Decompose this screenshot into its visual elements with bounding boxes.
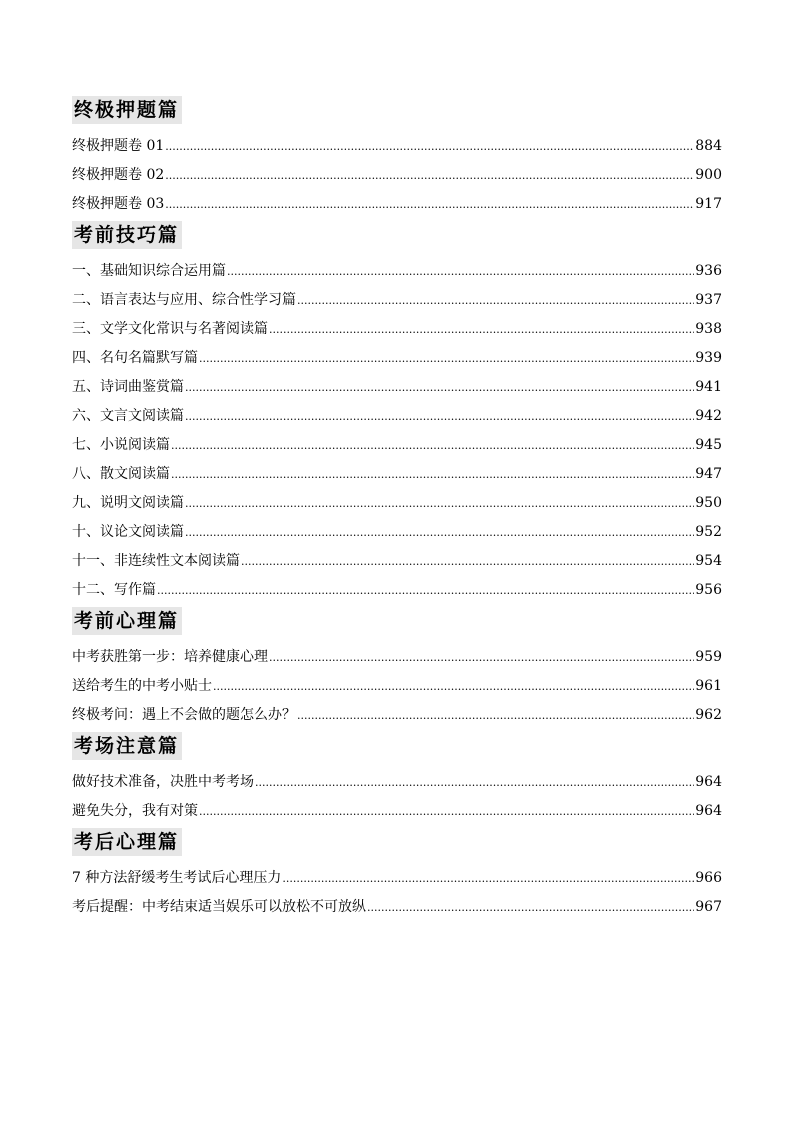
toc-entry-page-number: 962: [695, 707, 722, 723]
toc-entry[interactable]: [72, 768, 722, 797]
toc-entry-title: 终极押题卷 03: [72, 196, 165, 212]
toc-entry-list: [72, 132, 722, 219]
toc-entry[interactable]: [72, 489, 722, 518]
toc-entry-title: 七、小说阅读篇: [72, 437, 170, 453]
toc-entry-page-number: 964: [695, 774, 722, 790]
dot-leader: [227, 257, 694, 286]
toc-entry[interactable]: [72, 161, 722, 190]
toc-entry[interactable]: [72, 576, 722, 605]
dot-leader: [171, 431, 694, 460]
toc-entry-page-number: 964: [695, 803, 722, 819]
dot-leader: [165, 132, 694, 161]
toc-entry[interactable]: [72, 315, 722, 344]
toc-entry[interactable]: [72, 672, 722, 701]
dot-leader: [255, 768, 694, 797]
toc-entry-title: 六、文言文阅读篇: [72, 408, 184, 424]
toc-entry[interactable]: [72, 257, 722, 286]
dot-leader: [165, 190, 694, 219]
toc-entry[interactable]: [72, 286, 722, 315]
toc-entry[interactable]: [72, 701, 722, 730]
dot-leader: [199, 797, 694, 826]
dot-leader: [185, 402, 694, 431]
toc-entry[interactable]: [72, 402, 722, 431]
toc-entry-title: 中考获胜第一步：培养健康心理: [72, 649, 268, 665]
toc-entry-title: 三、文学文化常识与名著阅读篇: [72, 321, 268, 337]
toc-entry-list: [72, 643, 722, 730]
toc-entry[interactable]: [72, 344, 722, 373]
dot-leader: [213, 672, 694, 701]
dot-leader: [282, 864, 694, 893]
toc-entry-title: 四、名句名篇默写篇: [72, 350, 198, 366]
toc-entry-page-number: 956: [695, 582, 722, 598]
toc-entry-title: 终极押题卷 02: [72, 167, 165, 183]
toc-entry[interactable]: [72, 864, 722, 893]
toc-entry[interactable]: [72, 431, 722, 460]
dot-leader: [269, 643, 694, 672]
dot-leader: [185, 518, 694, 547]
toc-entry-title: 7 种方法舒缓考生考试后心理压力: [72, 870, 282, 886]
toc-entry-page-number: 954: [695, 553, 722, 569]
toc-entry[interactable]: [72, 893, 722, 922]
toc-entry[interactable]: [72, 547, 722, 576]
toc-entry-page-number: 942: [695, 408, 722, 424]
dot-leader: [241, 547, 694, 576]
toc-entry-title: 五、诗词曲鉴赏篇: [72, 379, 184, 395]
dot-leader: [297, 286, 694, 315]
toc-entry-page-number: 967: [695, 899, 722, 915]
toc-section: [72, 828, 722, 922]
toc-entry-title: 做好技术准备，决胜中考考场: [72, 774, 254, 790]
dot-leader: [297, 701, 694, 730]
toc-entry-page-number: 937: [695, 292, 722, 308]
toc-entry-page-number: 936: [695, 263, 722, 279]
toc-section: [72, 96, 722, 219]
toc-entry-list: [72, 257, 722, 605]
toc-entry-page-number: 961: [695, 678, 722, 694]
toc-entry-title: 终极押题卷 01: [72, 138, 165, 154]
dot-leader: [269, 315, 694, 344]
toc-entry-title: 二、语言表达与应用、综合性学习篇: [72, 292, 296, 308]
dot-leader: [185, 489, 694, 518]
toc-entry-title: 十一、非连续性文本阅读篇: [72, 553, 240, 569]
toc-entry-page-number: 941: [695, 379, 722, 395]
toc-entry[interactable]: [72, 518, 722, 547]
toc-entry-page-number: 950: [695, 495, 722, 511]
section-heading: 终极押题篇: [72, 96, 182, 124]
toc-entry[interactable]: [72, 797, 722, 826]
toc-entry-page-number: 939: [695, 350, 722, 366]
toc-entry-page-number: 947: [695, 466, 722, 482]
toc-entry-title: 避免失分，我有对策: [72, 803, 198, 819]
section-heading: 考前技巧篇: [72, 221, 182, 249]
section-heading: 考后心理篇: [72, 828, 182, 856]
toc-entry-title: 十二、写作篇: [72, 582, 156, 598]
toc-entry-list: [72, 864, 722, 922]
dot-leader: [165, 161, 694, 190]
toc-entry-title: 考后提醒：中考结束适当娱乐可以放松不可放纵: [72, 899, 366, 915]
toc-entry-page-number: 884: [695, 138, 722, 154]
toc-entry-list: [72, 768, 722, 826]
toc-section: [72, 221, 722, 605]
dot-leader: [367, 893, 694, 922]
toc-entry-title: 八、散文阅读篇: [72, 466, 170, 482]
dot-leader: [185, 373, 694, 402]
toc-entry-title: 送给考生的中考小贴士: [72, 678, 212, 694]
toc-entry-page-number: 966: [695, 870, 722, 886]
toc-entry[interactable]: [72, 132, 722, 161]
toc-entry[interactable]: [72, 460, 722, 489]
toc-entry-page-number: 952: [695, 524, 722, 540]
toc-section: [72, 732, 722, 826]
section-heading: 考场注意篇: [72, 732, 182, 760]
dot-leader: [157, 576, 694, 605]
toc-entry[interactable]: [72, 373, 722, 402]
toc-entry-page-number: 959: [695, 649, 722, 665]
dot-leader: [171, 460, 694, 489]
toc-entry-title: 十、议论文阅读篇: [72, 524, 184, 540]
toc-entry-title: 一、基础知识综合运用篇: [72, 263, 226, 279]
toc-entry-title: 九、说明文阅读篇: [72, 495, 184, 511]
dot-leader: [199, 344, 694, 373]
toc-section: [72, 607, 722, 730]
toc-entry-page-number: 945: [695, 437, 722, 453]
toc-entry-page-number: 900: [695, 167, 722, 183]
toc-entry[interactable]: [72, 190, 722, 219]
section-heading: 考前心理篇: [72, 607, 182, 635]
toc-entry-page-number: 917: [695, 196, 722, 212]
toc-entry-title: 终极考问：遇上不会做的题怎么办？: [72, 707, 296, 723]
toc-entry-page-number: 938: [695, 321, 722, 337]
table-of-contents: [72, 96, 722, 922]
toc-entry[interactable]: [72, 643, 722, 672]
